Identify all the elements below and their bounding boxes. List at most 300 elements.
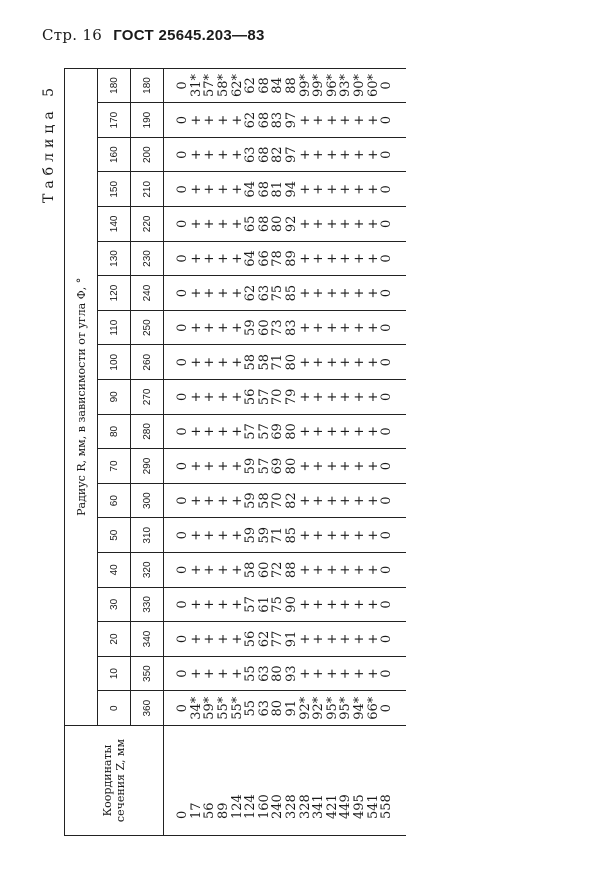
radius-value: 80 (270, 215, 286, 233)
angle-bottom-10: 260 (131, 345, 164, 380)
radius-column-4 (164, 553, 407, 588)
radius-value: + (365, 114, 381, 126)
radius-value: 0 (175, 115, 191, 125)
angle-top-5: 50 (98, 518, 131, 553)
radius-value: + (311, 426, 327, 437)
radius-value: 0 (175, 565, 191, 574)
radius-value: 0 (379, 81, 395, 90)
radius-value: + (216, 253, 232, 264)
radius-column-1 (164, 656, 407, 691)
radius-table (64, 68, 406, 836)
radius-value: + (351, 633, 367, 645)
radius-value: + (202, 356, 218, 368)
radius-value: 64 (243, 250, 259, 267)
radius-value: + (338, 564, 354, 576)
radius-value: 64 (243, 181, 259, 198)
radius-value: + (229, 183, 245, 195)
radius-value: 62 (243, 284, 259, 302)
radius-value: + (202, 183, 218, 195)
radius-value: + (188, 149, 204, 161)
radius-column-10 (164, 345, 407, 380)
z-value: 240 (270, 794, 286, 819)
radius-value: + (216, 426, 232, 437)
radius-value: 99* (311, 73, 327, 97)
radius-values-list (176, 449, 394, 483)
radius-value: 94* (351, 696, 367, 720)
radius-value: 92* (297, 696, 313, 720)
radius-value: 57 (256, 388, 272, 406)
radius-value: + (324, 218, 340, 230)
radius-value: + (365, 356, 381, 368)
radius-values-list (176, 207, 394, 241)
radius-value: + (297, 114, 313, 126)
radius-value: + (351, 183, 367, 195)
radius-value: + (351, 564, 367, 576)
radius-value: + (188, 668, 204, 680)
angle-top-9: 90 (98, 380, 131, 415)
radius-value: + (202, 149, 218, 161)
radius-value: + (324, 426, 340, 437)
z-value: 17 (188, 802, 204, 819)
table-container (64, 68, 406, 836)
radius-value: 58* (216, 73, 232, 97)
radius-value: + (188, 391, 204, 403)
angle-bottom-3: 330 (131, 587, 164, 622)
radius-column-8 (164, 414, 407, 449)
radius-value: + (311, 149, 327, 161)
radius-value: + (229, 391, 245, 403)
radius-value: + (297, 391, 313, 403)
radius-column-13 (164, 241, 407, 276)
radius-value: + (338, 529, 354, 541)
radius-value: + (297, 356, 313, 368)
radius-value: + (229, 564, 245, 576)
radius-value: 0 (175, 254, 191, 263)
radius-value: + (229, 668, 245, 680)
radius-value: 0 (379, 219, 395, 229)
page-header (42, 26, 265, 44)
radius-value: 68 (256, 215, 272, 233)
radius-value: + (365, 218, 381, 230)
angle-bottom-12: 240 (131, 276, 164, 311)
radius-value: + (297, 218, 313, 230)
radius-column-11 (164, 310, 407, 345)
radius-value: + (338, 426, 354, 437)
radius-value: 61 (256, 596, 272, 613)
z-value: 341 (311, 794, 327, 819)
radius-value: + (351, 529, 367, 541)
radius-value: 58 (243, 561, 259, 579)
radius-value: 63 (243, 146, 259, 163)
radius-value: + (311, 460, 327, 472)
radius-value: + (202, 668, 218, 680)
radius-value: + (311, 322, 327, 334)
radius-value: + (216, 356, 232, 368)
radius-value: 63 (256, 699, 272, 717)
z-values-cell (164, 726, 407, 836)
radius-value: + (351, 426, 367, 437)
radius-value: 56 (243, 388, 259, 406)
radius-value: 0 (175, 185, 191, 194)
angle-top-13: 130 (98, 241, 131, 276)
radius-value: 0 (379, 496, 395, 505)
radius-value: + (324, 460, 340, 472)
radius-value: + (338, 322, 354, 334)
radius-value: + (365, 322, 381, 334)
radius-value: 59 (256, 526, 272, 544)
radius-value: 0 (175, 392, 191, 401)
radius-value: + (365, 598, 381, 610)
radius-value: + (338, 495, 354, 507)
radius-value: 60 (256, 319, 272, 336)
radius-value: 65 (243, 215, 259, 233)
radius-value: + (338, 114, 354, 126)
radius-value: 68 (256, 146, 272, 163)
radius-value: 62* (229, 73, 245, 97)
angle-bottom-7: 290 (131, 449, 164, 484)
radius-value: + (229, 253, 245, 264)
radius-value: 0 (379, 565, 395, 574)
radius-value: 62 (256, 630, 272, 648)
radius-value: 72 (270, 561, 286, 579)
angle-top-10: 100 (98, 345, 131, 380)
radius-value: + (216, 218, 232, 230)
radius-value: + (365, 668, 381, 680)
angle-top-15: 150 (98, 172, 131, 207)
radius-column-3 (164, 587, 407, 622)
header-row-angles-bottom (131, 68, 164, 835)
radius-value: + (202, 253, 218, 264)
radius-value: + (202, 218, 218, 230)
radius-value: 0 (175, 461, 191, 471)
radius-value: 0 (175, 531, 191, 540)
radius-values-list (176, 484, 394, 518)
radius-value: 0 (379, 323, 395, 332)
radius-value: 83 (284, 319, 299, 336)
radius-value: 77 (270, 630, 286, 648)
radius-value: 69 (270, 423, 286, 440)
angle-bottom-1: 350 (131, 656, 164, 691)
radius-column-15 (164, 172, 407, 207)
angle-top-12: 120 (98, 276, 131, 311)
radius-value: 55 (243, 699, 259, 717)
radius-values-list (176, 380, 394, 414)
radius-value: + (351, 391, 367, 403)
radius-value: 70 (270, 492, 286, 509)
radius-value: + (297, 253, 313, 264)
radius-value: 71 (270, 526, 286, 544)
radius-value: 57 (243, 423, 259, 440)
radius-column-16 (164, 137, 407, 172)
radius-value: + (324, 564, 340, 576)
radius-value: 60* (365, 73, 381, 97)
radius-value: + (229, 356, 245, 368)
radius-value: + (202, 426, 218, 437)
radius-values-list (176, 415, 394, 449)
radius-value: 80 (284, 423, 299, 440)
radius-value: + (202, 598, 218, 610)
radius-value: 58 (256, 354, 272, 371)
radius-value: + (188, 598, 204, 610)
radius-value: + (365, 495, 381, 507)
angle-bottom-13: 230 (131, 241, 164, 276)
radius-value: 93 (284, 665, 299, 682)
radius-value: 31* (188, 73, 204, 97)
radius-value: 0 (175, 288, 191, 298)
angle-bottom-4: 320 (131, 553, 164, 588)
radius-value: 0 (379, 634, 395, 644)
radius-value: 75 (270, 596, 286, 613)
radius-value: 95* (338, 696, 354, 720)
radius-value: + (202, 391, 218, 403)
radius-value: 57 (256, 423, 272, 440)
angle-bottom-8: 280 (131, 414, 164, 449)
radius-value: + (338, 149, 354, 161)
radius-value: 55* (229, 696, 245, 720)
radius-value: 69 (270, 457, 286, 475)
radius-value: 92* (311, 696, 327, 720)
radius-value: + (311, 356, 327, 368)
radius-value: + (188, 287, 204, 299)
angle-top-18: 180 (98, 68, 131, 103)
radius-value: + (311, 114, 327, 126)
radius-value: + (338, 287, 354, 299)
radius-value: 79 (284, 388, 299, 406)
radius-value: 55 (243, 665, 259, 682)
radius-value: 91 (284, 630, 299, 648)
radius-value: 94 (284, 181, 299, 198)
radius-values-list (176, 345, 394, 379)
radius-value: + (297, 495, 313, 507)
radius-value: + (188, 253, 204, 264)
radius-value: 0 (175, 427, 191, 436)
radius-value: + (311, 495, 327, 507)
radius-value: + (216, 391, 232, 403)
angle-bottom-2: 340 (131, 622, 164, 657)
angle-top-14: 140 (98, 207, 131, 242)
radius-value: 56 (243, 630, 259, 648)
z-value: 0 (175, 810, 191, 819)
radius-value: + (324, 668, 340, 680)
radius-value: + (188, 633, 204, 645)
radius-value: 68 (256, 181, 272, 198)
radius-value: 57 (243, 596, 259, 613)
radius-value: + (297, 183, 313, 195)
z-value: 421 (324, 794, 340, 819)
radius-value: 0 (175, 323, 191, 332)
radius-value: + (351, 218, 367, 230)
radius-value: + (297, 529, 313, 541)
z-value: 124 (243, 794, 259, 819)
radius-values-list (176, 173, 394, 207)
radius-value: + (324, 598, 340, 610)
radius-value: + (311, 633, 327, 645)
radius-value: + (202, 495, 218, 507)
radius-value: + (311, 253, 327, 264)
radius-value: 0 (175, 496, 191, 505)
radius-value: + (229, 322, 245, 334)
angle-bottom-9: 270 (131, 380, 164, 415)
radius-value: 0 (175, 600, 191, 609)
angle-bottom-16: 200 (131, 137, 164, 172)
radius-values-list (176, 276, 394, 310)
radius-value: + (324, 253, 340, 264)
radius-value: 73 (270, 319, 286, 336)
radius-value: + (188, 322, 204, 334)
page-number: Стр. 16 (42, 26, 103, 44)
radius-column-9 (164, 380, 407, 415)
radius-value: + (229, 114, 245, 126)
angle-top-7: 70 (98, 449, 131, 484)
radius-value: 0 (379, 669, 395, 678)
radius-value: 82 (284, 492, 299, 509)
radius-value: + (297, 668, 313, 680)
radius-value: + (188, 356, 204, 368)
angle-bottom-14: 220 (131, 207, 164, 242)
radius-value: 91 (284, 699, 299, 717)
radius-value: + (311, 183, 327, 195)
radius-values-list (176, 103, 394, 137)
radius-value: 59 (243, 319, 259, 336)
radius-value: 62 (243, 111, 259, 129)
radius-value: + (311, 391, 327, 403)
radius-value: + (365, 149, 381, 161)
radius-value: 99* (297, 73, 313, 97)
radius-value: + (297, 149, 313, 161)
radius-value: + (202, 529, 218, 541)
radius-value: 92 (284, 215, 299, 233)
radius-value: + (365, 426, 381, 437)
z-values-list (176, 726, 394, 835)
radius-value: + (351, 114, 367, 126)
radius-value: 0 (175, 704, 191, 713)
angle-bottom-6: 300 (131, 483, 164, 518)
radius-value: + (311, 564, 327, 576)
radius-value: 70 (270, 388, 286, 406)
radius-value: 96* (324, 73, 340, 97)
angle-top-6: 60 (98, 483, 131, 518)
radius-value: 68 (256, 77, 272, 94)
z-value: 56 (202, 802, 218, 819)
z-value: 124 (229, 794, 245, 819)
radius-value: + (365, 183, 381, 195)
radius-value: + (216, 598, 232, 610)
radius-value: 80 (270, 699, 286, 717)
angle-bottom-0: 360 (131, 691, 164, 726)
radius-value: 0 (379, 392, 395, 401)
radius-value: + (324, 322, 340, 334)
angle-top-2: 20 (98, 622, 131, 657)
radius-value: + (324, 529, 340, 541)
table-caption-text: Таблица 5 (41, 82, 57, 204)
angle-top-0: 0 (98, 691, 131, 726)
radius-value: 57 (256, 457, 272, 475)
radius-value: 0 (379, 185, 395, 194)
radius-value: + (324, 114, 340, 126)
radius-value: + (229, 460, 245, 472)
radius-value: + (297, 287, 313, 299)
z-value: 89 (216, 802, 232, 819)
radius-value: + (365, 460, 381, 472)
radius-value: 0 (379, 288, 395, 298)
radius-value: + (188, 114, 204, 126)
radius-value: 0 (175, 669, 191, 678)
z-value: 328 (297, 794, 313, 819)
radius-value: 93* (338, 73, 354, 97)
radius-value: + (188, 460, 204, 472)
radius-value: 97 (284, 111, 299, 129)
radius-value: + (324, 149, 340, 161)
radius-value: + (216, 149, 232, 161)
radius-value: 58 (256, 492, 272, 509)
radius-value: + (324, 183, 340, 195)
radius-value: 88 (284, 561, 299, 579)
radius-value: + (216, 183, 232, 195)
radius-value: + (338, 391, 354, 403)
data-row (164, 68, 407, 835)
radius-value: 68 (256, 111, 272, 129)
radius-value: + (338, 598, 354, 610)
radius-value: + (351, 598, 367, 610)
radius-value: + (297, 426, 313, 437)
radius-value: + (229, 598, 245, 610)
angle-bottom-17: 190 (131, 103, 164, 138)
radius-value: 0 (379, 150, 395, 159)
radius-value: 83 (270, 111, 286, 129)
z-value: 328 (284, 794, 299, 819)
radius-column-0 (164, 691, 407, 726)
radius-value: + (311, 287, 327, 299)
radius-value: + (351, 668, 367, 680)
z-value: 449 (338, 794, 354, 819)
radius-value: + (365, 633, 381, 645)
radius-value: 95* (324, 696, 340, 720)
radius-value: 82 (270, 146, 286, 163)
radius-values-list (176, 69, 394, 103)
radius-value: 0 (379, 461, 395, 471)
radius-value: 90* (351, 73, 367, 97)
angle-top-11: 110 (98, 310, 131, 345)
rotated-table (64, 68, 406, 836)
radius-value: 0 (175, 219, 191, 229)
radius-value: + (188, 564, 204, 576)
radius-value: 85 (284, 526, 299, 544)
radius-value: + (338, 356, 354, 368)
radius-value: + (365, 529, 381, 541)
radius-value: + (338, 183, 354, 195)
radius-value: + (311, 218, 327, 230)
radius-value: 0 (379, 600, 395, 609)
radius-value: 60 (256, 561, 272, 579)
radius-values-list (176, 622, 394, 656)
radius-value: + (202, 564, 218, 576)
radius-value: + (338, 253, 354, 264)
z-value: 558 (379, 794, 395, 819)
radius-value: 63 (256, 665, 272, 682)
radius-column-12 (164, 276, 407, 311)
radius-values-list (176, 691, 394, 725)
radius-value: 80 (270, 665, 286, 682)
radius-value: 57* (202, 73, 218, 97)
radius-column-14 (164, 207, 407, 242)
table-caption (38, 68, 60, 218)
radius-value: 55* (216, 696, 232, 720)
radius-value: 63 (256, 284, 272, 302)
radius-value: + (202, 460, 218, 472)
angle-top-1: 10 (98, 656, 131, 691)
radius-value: 59* (202, 696, 218, 720)
radius-value: + (216, 633, 232, 645)
